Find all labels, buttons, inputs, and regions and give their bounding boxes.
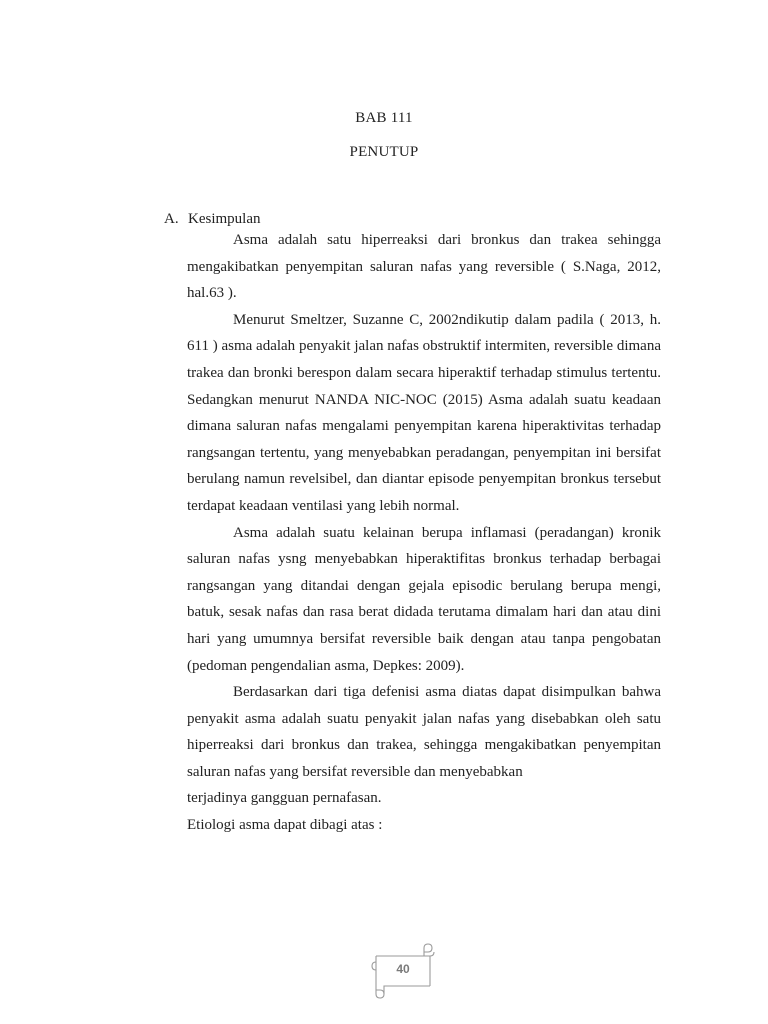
paragraph-2: Menurut Smeltzer, Suzanne C, 2002ndikutip dalam padila ( 2013, h. 611 ) asma adalah penyakit jalan nafas obstruktif intermiten, reversible dimana trakea dan bronki berespon dalam secara hiperaktif terhadap stimulus tertentu. Sedangkan menurut NANDA NIC-NOC (2015) Asma adalah suatu keadaan dimana saluran nafas mengalami penyempitan karena hiperaktivitas terhadap rangsangan tertentu, yang menyebabkan peradangan, penyempitan ini bersifat berulang namun revelsibel, dan diantar episode penyempitan bronkus tersebut terdapat keadaan ventilasi yang lebih normal.: [187, 311, 661, 514]
paragraph-1: Asma adalah satu hiperreaksi dari bronkus dan trakea sehingga mengakibatkan penyempitan saluran nafas yang reversible ( S.Naga, 2012, hal.63 ).: [187, 232, 661, 302]
section-marker: A.: [164, 211, 179, 227]
paragraph-3: Asma adalah suatu kelainan berupa inflamasi (peradangan) kronik saluran nafas ysng menyebabkan hiperaktifitas bronkus terhadap berbagai rangsangan yang ditandai dengan gejala episodic berulang berupa mengi, batuk, sesak nafas dan rasa berat didada terutama dimalam hari dan atau dini hari yang umumnya bersifat reversible baik dengan atau tanpa pengobatan (pedoman pengendalian asma, Depkes: 2009).: [187, 524, 661, 674]
etiology-intro: Etiologi asma dapat dibagi atas :: [187, 817, 383, 834]
chapter-number: BAB 111: [355, 110, 413, 126]
page-number-scroll: [368, 942, 438, 1000]
paragraph-4: Berdasarkan dari tiga defenisi asma diatas dapat disimpulkan bahwa penyakit asma adalah suatu penyakit jalan nafas yang disebabkan oleh satu hiperreaksi dari bronkus dan trakea, sehingga mengakibatkan penyempitan saluran nafas yang bersifat reversible dan menyebabkan: [187, 684, 661, 780]
section-title: Kesimpulan: [188, 211, 261, 227]
chapter-title: PENUTUP: [349, 144, 419, 160]
body-text: [187, 227, 661, 839]
page-number: 40: [396, 962, 410, 976]
section-heading: [164, 211, 261, 228]
paragraph-continuation: terjadinya gangguan pernafasan.: [187, 790, 382, 807]
